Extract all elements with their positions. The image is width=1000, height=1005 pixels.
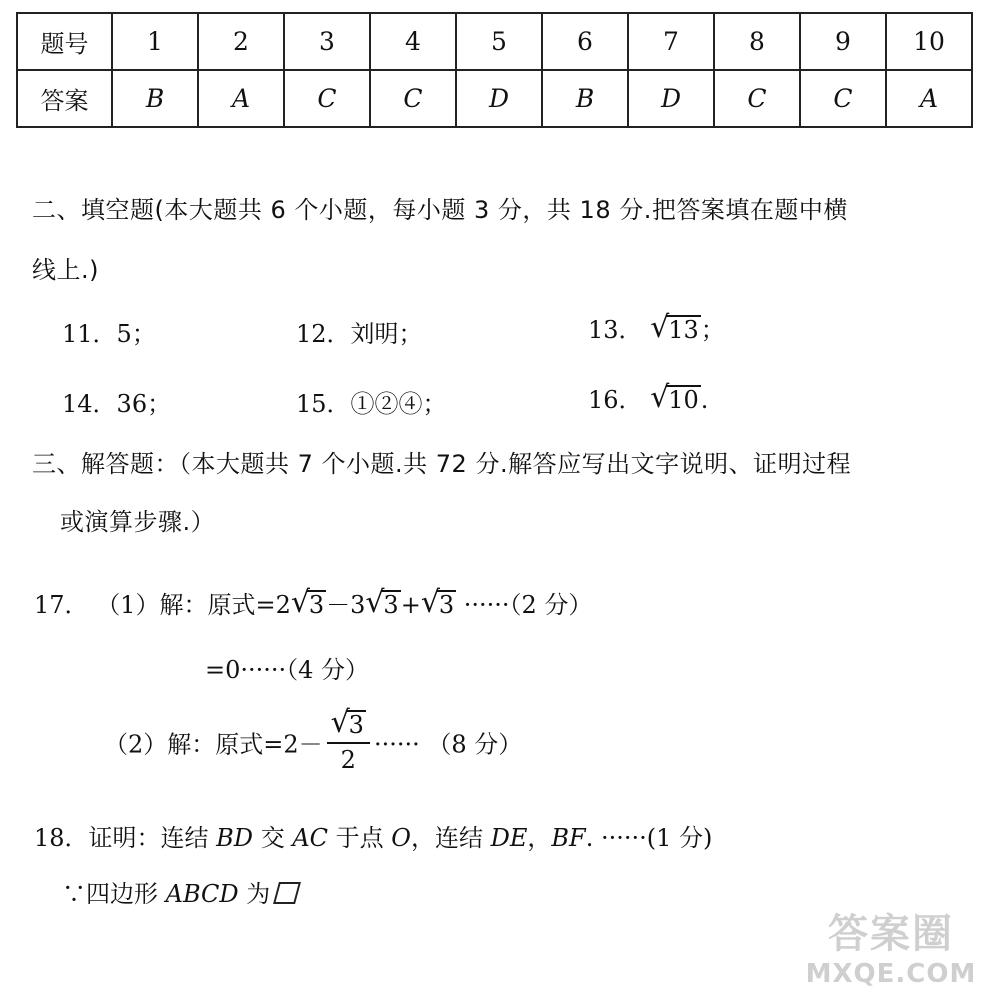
row-header-answer: 答案	[17, 70, 112, 127]
radicand: 3	[438, 591, 455, 619]
fill-answer-16	[588, 380, 708, 415]
section3-heading-line2: 或演算步骤.）	[60, 508, 216, 536]
square-root	[650, 310, 701, 345]
text-run: ∵四边形	[62, 880, 166, 908]
part-label: （2）解：原式=2－	[104, 730, 323, 759]
operator: +	[400, 591, 421, 619]
radicand: 10	[668, 386, 699, 414]
answer-cell: C	[800, 70, 886, 127]
radicand: 13	[668, 316, 699, 344]
item-number: 12．	[296, 320, 351, 348]
item-suffix: ；	[700, 316, 725, 344]
score-note: ······ （8 分）	[373, 730, 523, 759]
fill-answer-14	[62, 384, 171, 419]
watermark-logo	[796, 902, 986, 997]
text-run: 交	[253, 824, 293, 852]
answer-cell: A	[198, 70, 284, 127]
table-row-answers	[17, 70, 972, 127]
text-run: 18．证明：连结	[34, 824, 217, 852]
question-number: 10	[886, 13, 972, 70]
text-run: ，	[527, 824, 552, 852]
text-run: ，连结	[410, 824, 491, 852]
item-suffix: .	[700, 386, 709, 414]
square-root	[290, 585, 326, 620]
question-number: 3	[284, 13, 370, 70]
text-run: 为	[238, 880, 271, 908]
question-number: 7	[628, 13, 714, 70]
segment-label: DE	[490, 824, 528, 852]
q17-part1-result: =0······（4 分）	[205, 656, 370, 684]
denominator: 2	[340, 745, 356, 774]
fill-answer-15	[296, 384, 447, 419]
item-number: 14．	[62, 390, 117, 418]
item-answer: ①②④；	[350, 390, 447, 418]
fill-answer-11	[62, 314, 156, 349]
radical-sign-icon: √	[290, 585, 310, 620]
answer-cell: C	[714, 70, 800, 127]
answer-cell: B	[112, 70, 198, 127]
radical-sign-icon: √	[365, 585, 385, 620]
question-number: 6	[542, 13, 628, 70]
q17-part2	[104, 705, 523, 774]
answer-cell: A	[886, 70, 972, 127]
answer-cell: C	[370, 70, 456, 127]
answer-cell: C	[284, 70, 370, 127]
q17-part1	[34, 585, 592, 620]
q18-line2	[62, 874, 298, 909]
item-answer: 36；	[116, 390, 172, 418]
table-row-numbers	[17, 13, 972, 70]
item-number: 13．	[588, 316, 643, 344]
watermark-top-text: 答案圈	[828, 911, 954, 957]
section2-heading-line2: 线上.)	[32, 256, 99, 284]
square-root	[650, 380, 701, 415]
part-label: （1）解：原式=	[96, 591, 276, 619]
answer-cell: D	[456, 70, 542, 127]
watermark-bottom-text: MXQE.COM	[805, 959, 977, 989]
radicand: 3	[383, 591, 399, 619]
segment-label: AC	[292, 824, 329, 852]
question-number: 5	[456, 13, 542, 70]
segment-label: BF	[551, 824, 586, 852]
segment-label: BD	[216, 824, 254, 852]
fill-answer-12	[296, 314, 423, 349]
point-label: O	[391, 824, 411, 852]
square-root	[330, 705, 366, 740]
question-number: 4	[370, 13, 456, 70]
question-number: 9	[800, 13, 886, 70]
score-note: ······（2 分）	[463, 591, 593, 619]
numerator	[327, 705, 370, 744]
question-number: 1	[112, 13, 198, 70]
square-root	[365, 585, 400, 620]
radicand: 3	[348, 711, 364, 739]
answer-cell: B	[542, 70, 628, 127]
question-number: 8	[714, 13, 800, 70]
operator: －3	[326, 591, 366, 619]
fraction	[327, 705, 370, 774]
answer-table	[16, 12, 973, 128]
q18-line1	[34, 818, 712, 853]
radicand: 3	[308, 591, 325, 619]
radical-sign-icon: √	[420, 585, 440, 620]
coefficient: 2	[275, 591, 291, 619]
item-answer: 5；	[116, 320, 156, 348]
fill-answer-13	[588, 310, 725, 345]
radical-sign-icon: √	[650, 310, 670, 345]
row-header-number: 题号	[17, 13, 112, 70]
item-number: 11．	[62, 320, 117, 348]
text-run: . ······(1 分)	[585, 824, 713, 852]
parallelogram-icon	[273, 882, 301, 904]
item-number: 16．	[588, 386, 643, 414]
section3-heading-line1: 三、解答题：（本大题共 7 个小题.共 72 分.解答应写出文字说明、证明过程	[32, 450, 852, 478]
question-number: 17．	[34, 591, 89, 619]
question-number: 2	[198, 13, 284, 70]
radical-sign-icon: √	[330, 705, 350, 740]
item-answer: 刘明；	[350, 320, 423, 348]
answer-cell: D	[628, 70, 714, 127]
shape-label: ABCD	[165, 880, 239, 908]
radical-sign-icon: √	[650, 380, 670, 415]
item-number: 15．	[296, 390, 351, 418]
section2-heading-line1: 二、填空题(本大题共 6 个小题，每小题 3 分，共 18 分.把答案填在题中横	[32, 196, 848, 224]
text-run: 于点	[328, 824, 392, 852]
square-root	[420, 585, 456, 620]
